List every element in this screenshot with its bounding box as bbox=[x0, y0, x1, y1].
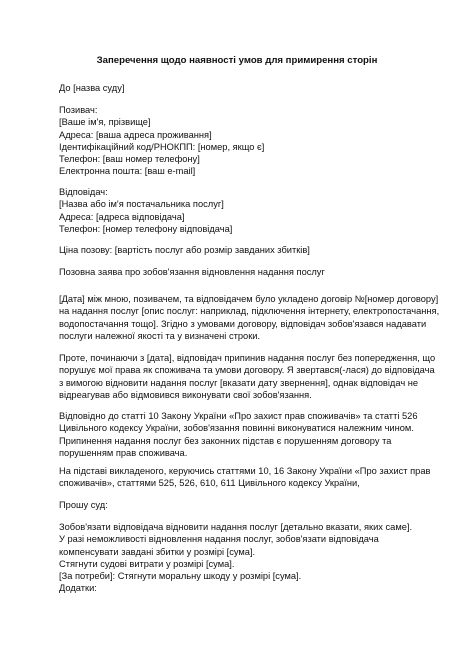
plaintiff-block bbox=[59, 104, 429, 178]
request-heading bbox=[59, 499, 429, 511]
request-item: [За потреби]: Стягнути моральну шкоду у розмірі [сума]. bbox=[59, 571, 302, 582]
paragraph-line: з вимогою відновити надання послуг [вказати дату звернення], однак відповідач не bbox=[59, 377, 419, 388]
request-item: Стягнути судові витрати у розмірі [сума]. bbox=[59, 558, 235, 569]
document-title: Заперечення щодо наявності умов для примирення сторін bbox=[96, 55, 378, 66]
defendant-block bbox=[59, 186, 429, 235]
paragraph-line: порушує мої права як споживача та умови договору. Я звертався(-лася) до відповідача bbox=[59, 365, 435, 376]
request-item: Зобов'язати відповідача відновити надання послуг [детально вказати, яких саме]. bbox=[59, 522, 413, 532]
defendant-address: Адреса: [адреса відповідача] bbox=[59, 211, 185, 222]
claim-title-text: Позовна заява про зобов'язання відновлення надання послуг bbox=[59, 267, 325, 277]
request-item: компенсувати завдані збитки у розмірі [сума]. bbox=[59, 546, 256, 557]
request-heading-text: Прошу суд: bbox=[59, 500, 108, 510]
claim-price-text: Ціна позову: [вартість послуг або розмір завданих збитків] bbox=[59, 245, 310, 255]
attachments-label: Додатки: bbox=[59, 583, 97, 594]
paragraph-line: Припинення надання послуг без законних підстав є порушенням договору та bbox=[59, 435, 392, 446]
paragraph-line: споживачів», статтями 525, 526, 610, 611 Цивільного кодексу України, bbox=[59, 478, 360, 489]
claim-title bbox=[59, 266, 429, 278]
defendant-phone: Телефон: [номер телефону відповідача] bbox=[59, 223, 233, 234]
paragraph-basis bbox=[59, 465, 429, 490]
paragraph-line: На підставі викладеного, керуючись статтями 10, 16 Закону України «Про захист прав bbox=[59, 466, 431, 476]
paragraph-line: на надання послуг [опис послуг: наприклад, підключення інтернету, електропостачання, bbox=[59, 306, 440, 317]
defendant-heading: Відповідач: bbox=[59, 187, 108, 197]
paragraph-line: відреагував або відмовився виконувати свої зобов'язання. bbox=[59, 389, 312, 400]
paragraph-line: Цивільного кодексу України, зобов'язання повинні виконуватися належним чином. bbox=[59, 423, 414, 434]
request-list bbox=[59, 521, 429, 595]
court-name: До [назва суду] bbox=[59, 83, 125, 93]
plaintiff-name: [Ваше ім'я, прізвище] bbox=[59, 117, 151, 128]
request-item: У разі неможливості відновлення надання послуг, зобов'язати відповідача bbox=[59, 534, 379, 545]
paragraph-line: порушенням прав споживача. bbox=[59, 447, 188, 458]
paragraph-line: [Дата] між мною, позивачем, та відповідачем було укладено договір №[номер договору] bbox=[59, 294, 439, 304]
paragraph-contract bbox=[59, 293, 440, 342]
paragraph-line: послуги належної якості та у визначені строки. bbox=[59, 330, 261, 341]
plaintiff-email: Електронна пошта: [ваш e-mail] bbox=[59, 166, 196, 177]
paragraph-law bbox=[59, 410, 429, 459]
paragraph-line: водопостачання тощо]. Згідно з умовами договору, відповідач зобов'язався надавати bbox=[59, 318, 427, 329]
paragraph-line: Проте, починаючи з [дата], відповідач припинив надання послуг без попередження, що bbox=[59, 353, 436, 363]
paragraph-line: Відповідно до статті 10 Закону України «Про захист прав споживачів» та статті 526 bbox=[59, 411, 418, 421]
defendant-name: [Назва або ім'я постачальника послуг] bbox=[59, 199, 224, 210]
claim-price bbox=[59, 244, 429, 256]
paragraph-violation bbox=[59, 352, 436, 401]
plaintiff-id-code: Ідентифікаційний код/РНОКПП: [номер, якщо є] bbox=[59, 141, 265, 152]
plaintiff-phone: Телефон: [ваш номер телефону] bbox=[59, 154, 200, 165]
court-line bbox=[59, 82, 429, 94]
plaintiff-heading: Позивач: bbox=[59, 105, 98, 115]
plaintiff-address: Адреса: [ваша адреса проживання] bbox=[59, 129, 212, 140]
